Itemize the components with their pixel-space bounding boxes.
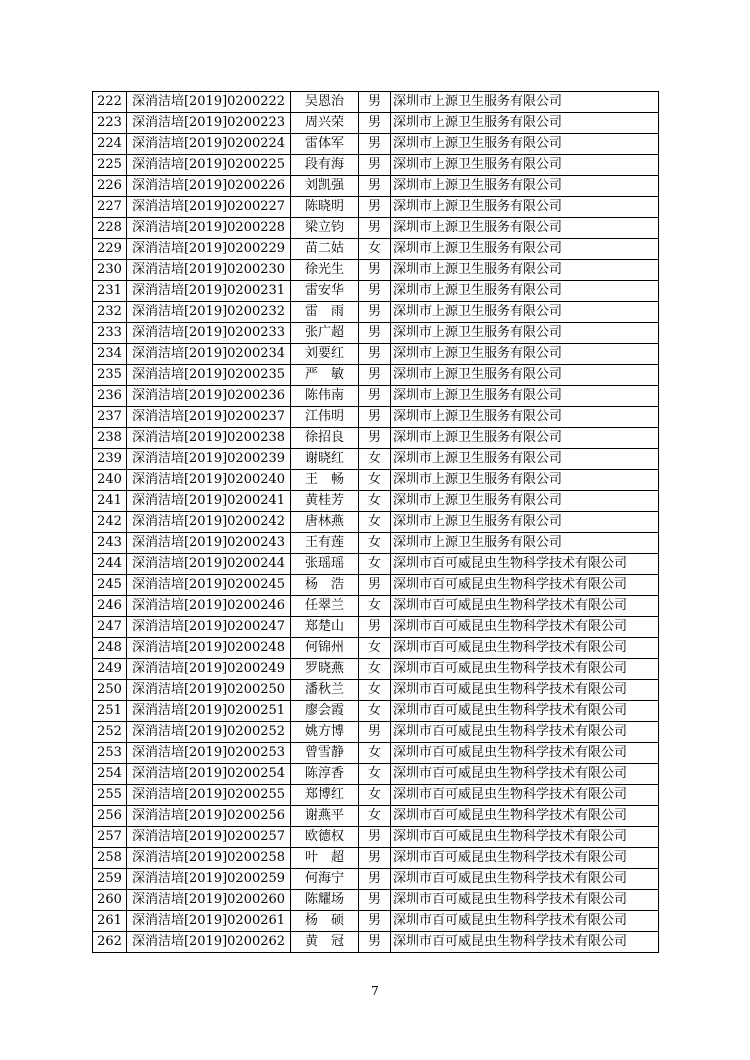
table-row (93, 680, 659, 701)
certificate-number-cell: 深消洁培[2019]0200228 (127, 218, 291, 239)
row-number-cell: 258 (93, 848, 127, 869)
trainee-name-cell: 刘要红 (291, 344, 359, 365)
trainee-name-cell: 王 畅 (291, 470, 359, 491)
company-name-cell: 深圳市百可威昆虫生物科学技术有限公司 (391, 848, 659, 869)
certificate-number-cell: 深消洁培[2019]0200229 (127, 239, 291, 260)
trainee-name-cell: 江伟明 (291, 407, 359, 428)
trainee-name-cell: 周兴荣 (291, 113, 359, 134)
certificate-number-cell: 深消洁培[2019]0200257 (127, 827, 291, 848)
company-name-cell: 深圳市百可威昆虫生物科学技术有限公司 (391, 890, 659, 911)
certificate-number-cell: 深消洁培[2019]0200258 (127, 848, 291, 869)
company-name-cell: 深圳市百可威昆虫生物科学技术有限公司 (391, 701, 659, 722)
gender-cell: 女 (359, 785, 391, 806)
trainee-name-cell: 黄桂芳 (291, 491, 359, 512)
gender-cell: 男 (359, 155, 391, 176)
certificate-number-cell: 深消洁培[2019]0200232 (127, 302, 291, 323)
trainee-name-cell: 何海宁 (291, 869, 359, 890)
company-name-cell: 深圳市上源卫生服务有限公司 (391, 386, 659, 407)
row-number-cell: 255 (93, 785, 127, 806)
table-row (93, 701, 659, 722)
table-row (93, 260, 659, 281)
company-name-cell: 深圳市上源卫生服务有限公司 (391, 176, 659, 197)
certificate-number-cell: 深消洁培[2019]0200252 (127, 722, 291, 743)
table-row (93, 764, 659, 785)
row-number-cell: 262 (93, 932, 127, 953)
company-name-cell: 深圳市百可威昆虫生物科学技术有限公司 (391, 554, 659, 575)
trainee-name-cell: 杨 浩 (291, 575, 359, 596)
trainee-name-cell: 陈耀场 (291, 890, 359, 911)
trainee-name-cell: 梁立钧 (291, 218, 359, 239)
row-number-cell: 246 (93, 596, 127, 617)
trainee-name-cell: 张广超 (291, 323, 359, 344)
gender-cell: 男 (359, 890, 391, 911)
company-name-cell: 深圳市上源卫生服务有限公司 (391, 428, 659, 449)
trainee-name-cell: 陈晓明 (291, 197, 359, 218)
gender-cell: 女 (359, 596, 391, 617)
gender-cell: 女 (359, 638, 391, 659)
table-row (93, 596, 659, 617)
row-number-cell: 238 (93, 428, 127, 449)
trainee-name-cell: 王有莲 (291, 533, 359, 554)
table-row (93, 869, 659, 890)
gender-cell: 女 (359, 533, 391, 554)
row-number-cell: 253 (93, 743, 127, 764)
row-number-cell: 225 (93, 155, 127, 176)
certificate-number-cell: 深消洁培[2019]0200238 (127, 428, 291, 449)
gender-cell: 女 (359, 701, 391, 722)
row-number-cell: 233 (93, 323, 127, 344)
trainee-name-cell: 欧德权 (291, 827, 359, 848)
table-row (93, 890, 659, 911)
row-number-cell: 237 (93, 407, 127, 428)
certificate-number-cell: 深消洁培[2019]0200243 (127, 533, 291, 554)
row-number-cell: 241 (93, 491, 127, 512)
gender-cell: 男 (359, 134, 391, 155)
gender-cell: 女 (359, 491, 391, 512)
row-number-cell: 249 (93, 659, 127, 680)
company-name-cell: 深圳市上源卫生服务有限公司 (391, 470, 659, 491)
row-number-cell: 231 (93, 281, 127, 302)
company-name-cell: 深圳市上源卫生服务有限公司 (391, 449, 659, 470)
certificate-number-cell: 深消洁培[2019]0200225 (127, 155, 291, 176)
gender-cell: 男 (359, 386, 391, 407)
gender-cell: 女 (359, 806, 391, 827)
table-row (93, 491, 659, 512)
table-row (93, 932, 659, 953)
gender-cell: 女 (359, 470, 391, 491)
trainee-name-cell: 何锦州 (291, 638, 359, 659)
gender-cell: 男 (359, 911, 391, 932)
gender-cell: 男 (359, 869, 391, 890)
table-row (93, 323, 659, 344)
gender-cell: 女 (359, 239, 391, 260)
certificate-number-cell: 深消洁培[2019]0200248 (127, 638, 291, 659)
row-number-cell: 250 (93, 680, 127, 701)
trainee-name-cell: 徐光生 (291, 260, 359, 281)
gender-cell: 女 (359, 743, 391, 764)
gender-cell: 男 (359, 218, 391, 239)
gender-cell: 男 (359, 323, 391, 344)
row-number-cell: 252 (93, 722, 127, 743)
row-number-cell: 222 (93, 92, 127, 113)
gender-cell: 男 (359, 617, 391, 638)
certificate-number-cell: 深消洁培[2019]0200246 (127, 596, 291, 617)
certificate-number-cell: 深消洁培[2019]0200236 (127, 386, 291, 407)
row-number-cell: 251 (93, 701, 127, 722)
table-row (93, 638, 659, 659)
trainee-name-cell: 陈淳香 (291, 764, 359, 785)
trainee-name-cell: 吴恩治 (291, 92, 359, 113)
company-name-cell: 深圳市上源卫生服务有限公司 (391, 302, 659, 323)
company-name-cell: 深圳市上源卫生服务有限公司 (391, 197, 659, 218)
row-number-cell: 236 (93, 386, 127, 407)
trainee-table (92, 91, 659, 953)
company-name-cell: 深圳市上源卫生服务有限公司 (391, 365, 659, 386)
gender-cell: 女 (359, 659, 391, 680)
certificate-number-cell: 深消洁培[2019]0200251 (127, 701, 291, 722)
trainee-name-cell: 雷体军 (291, 134, 359, 155)
table-row (93, 155, 659, 176)
table-row (93, 470, 659, 491)
row-number-cell: 247 (93, 617, 127, 638)
row-number-cell: 242 (93, 512, 127, 533)
certificate-number-cell: 深消洁培[2019]0200234 (127, 344, 291, 365)
row-number-cell: 240 (93, 470, 127, 491)
certificate-number-cell: 深消洁培[2019]0200240 (127, 470, 291, 491)
certificate-number-cell: 深消洁培[2019]0200259 (127, 869, 291, 890)
trainee-name-cell: 叶 超 (291, 848, 359, 869)
certificate-number-cell: 深消洁培[2019]0200247 (127, 617, 291, 638)
trainee-name-cell: 刘凯强 (291, 176, 359, 197)
certificate-number-cell: 深消洁培[2019]0200224 (127, 134, 291, 155)
gender-cell: 女 (359, 449, 391, 470)
gender-cell: 女 (359, 764, 391, 785)
company-name-cell: 深圳市百可威昆虫生物科学技术有限公司 (391, 680, 659, 701)
table-row (93, 176, 659, 197)
company-name-cell: 深圳市上源卫生服务有限公司 (391, 134, 659, 155)
gender-cell: 女 (359, 512, 391, 533)
certificate-number-cell: 深消洁培[2019]0200242 (127, 512, 291, 533)
certificate-number-cell: 深消洁培[2019]0200239 (127, 449, 291, 470)
certificate-number-cell: 深消洁培[2019]0200245 (127, 575, 291, 596)
company-name-cell: 深圳市上源卫生服务有限公司 (391, 407, 659, 428)
row-number-cell: 248 (93, 638, 127, 659)
certificate-number-cell: 深消洁培[2019]0200249 (127, 659, 291, 680)
trainee-name-cell: 雷 雨 (291, 302, 359, 323)
row-number-cell: 235 (93, 365, 127, 386)
company-name-cell: 深圳市上源卫生服务有限公司 (391, 260, 659, 281)
trainee-name-cell: 姚方博 (291, 722, 359, 743)
certificate-number-cell: 深消洁培[2019]0200235 (127, 365, 291, 386)
certificate-number-cell: 深消洁培[2019]0200230 (127, 260, 291, 281)
table-row (93, 575, 659, 596)
table-row (93, 113, 659, 134)
trainee-name-cell: 苗二姑 (291, 239, 359, 260)
trainee-name-cell: 严 敏 (291, 365, 359, 386)
row-number-cell: 223 (93, 113, 127, 134)
row-number-cell: 234 (93, 344, 127, 365)
trainee-name-cell: 黄 冠 (291, 932, 359, 953)
certificate-number-cell: 深消洁培[2019]0200256 (127, 806, 291, 827)
gender-cell: 男 (359, 176, 391, 197)
table-row (93, 722, 659, 743)
certificate-number-cell: 深消洁培[2019]0200233 (127, 323, 291, 344)
company-name-cell: 深圳市百可威昆虫生物科学技术有限公司 (391, 785, 659, 806)
row-number-cell: 257 (93, 827, 127, 848)
trainee-name-cell: 任翠兰 (291, 596, 359, 617)
row-number-cell: 226 (93, 176, 127, 197)
certificate-number-cell: 深消洁培[2019]0200237 (127, 407, 291, 428)
gender-cell: 男 (359, 827, 391, 848)
row-number-cell: 229 (93, 239, 127, 260)
company-name-cell: 深圳市百可威昆虫生物科学技术有限公司 (391, 596, 659, 617)
table-row (93, 365, 659, 386)
gender-cell: 男 (359, 407, 391, 428)
table-row (93, 785, 659, 806)
table-row (93, 239, 659, 260)
row-number-cell: 227 (93, 197, 127, 218)
certificate-number-cell: 深消洁培[2019]0200261 (127, 911, 291, 932)
table-row (93, 386, 659, 407)
table-row (93, 617, 659, 638)
company-name-cell: 深圳市上源卫生服务有限公司 (391, 281, 659, 302)
table-row (93, 827, 659, 848)
trainee-name-cell: 唐林燕 (291, 512, 359, 533)
gender-cell: 男 (359, 197, 391, 218)
table-row (93, 218, 659, 239)
company-name-cell: 深圳市百可威昆虫生物科学技术有限公司 (391, 659, 659, 680)
gender-cell: 男 (359, 848, 391, 869)
gender-cell: 女 (359, 680, 391, 701)
certificate-number-cell: 深消洁培[2019]0200254 (127, 764, 291, 785)
gender-cell: 男 (359, 113, 391, 134)
table-row (93, 344, 659, 365)
company-name-cell: 深圳市上源卫生服务有限公司 (391, 218, 659, 239)
trainee-name-cell: 潘秋兰 (291, 680, 359, 701)
table-row (93, 911, 659, 932)
row-number-cell: 245 (93, 575, 127, 596)
table-row (93, 197, 659, 218)
company-name-cell: 深圳市上源卫生服务有限公司 (391, 113, 659, 134)
company-name-cell: 深圳市百可威昆虫生物科学技术有限公司 (391, 575, 659, 596)
trainee-name-cell: 郑博红 (291, 785, 359, 806)
company-name-cell: 深圳市上源卫生服务有限公司 (391, 155, 659, 176)
certificate-number-cell: 深消洁培[2019]0200222 (127, 92, 291, 113)
table-row (93, 449, 659, 470)
table-row (93, 743, 659, 764)
gender-cell: 男 (359, 428, 391, 449)
company-name-cell: 深圳市百可威昆虫生物科学技术有限公司 (391, 764, 659, 785)
company-name-cell: 深圳市百可威昆虫生物科学技术有限公司 (391, 911, 659, 932)
table-row (93, 806, 659, 827)
company-name-cell: 深圳市上源卫生服务有限公司 (391, 92, 659, 113)
certificate-number-cell: 深消洁培[2019]0200255 (127, 785, 291, 806)
certificate-number-cell: 深消洁培[2019]0200231 (127, 281, 291, 302)
certificate-number-cell: 深消洁培[2019]0200244 (127, 554, 291, 575)
gender-cell: 男 (359, 302, 391, 323)
table-row (93, 659, 659, 680)
company-name-cell: 深圳市上源卫生服务有限公司 (391, 491, 659, 512)
row-number-cell: 230 (93, 260, 127, 281)
page-number: 7 (371, 984, 379, 998)
certificate-number-cell: 深消洁培[2019]0200227 (127, 197, 291, 218)
table-row (93, 848, 659, 869)
gender-cell: 男 (359, 344, 391, 365)
gender-cell: 男 (359, 281, 391, 302)
trainee-name-cell: 郑楚山 (291, 617, 359, 638)
company-name-cell: 深圳市上源卫生服务有限公司 (391, 344, 659, 365)
gender-cell: 男 (359, 260, 391, 281)
company-name-cell: 深圳市上源卫生服务有限公司 (391, 533, 659, 554)
row-number-cell: 261 (93, 911, 127, 932)
certificate-number-cell: 深消洁培[2019]0200226 (127, 176, 291, 197)
company-name-cell: 深圳市百可威昆虫生物科学技术有限公司 (391, 932, 659, 953)
row-number-cell: 228 (93, 218, 127, 239)
trainee-table-body (93, 92, 659, 953)
company-name-cell: 深圳市百可威昆虫生物科学技术有限公司 (391, 743, 659, 764)
row-number-cell: 239 (93, 449, 127, 470)
row-number-cell: 254 (93, 764, 127, 785)
table-row (93, 281, 659, 302)
table-row (93, 533, 659, 554)
certificate-number-cell: 深消洁培[2019]0200260 (127, 890, 291, 911)
certificate-number-cell: 深消洁培[2019]0200241 (127, 491, 291, 512)
trainee-name-cell: 廖会霞 (291, 701, 359, 722)
company-name-cell: 深圳市上源卫生服务有限公司 (391, 239, 659, 260)
row-number-cell: 256 (93, 806, 127, 827)
certificate-number-cell: 深消洁培[2019]0200262 (127, 932, 291, 953)
company-name-cell: 深圳市百可威昆虫生物科学技术有限公司 (391, 617, 659, 638)
table-row (93, 428, 659, 449)
trainee-name-cell: 谢晓红 (291, 449, 359, 470)
table-row (93, 92, 659, 113)
table-row (93, 134, 659, 155)
company-name-cell: 深圳市百可威昆虫生物科学技术有限公司 (391, 869, 659, 890)
trainee-name-cell: 陈伟南 (291, 386, 359, 407)
trainee-name-cell: 曾雪静 (291, 743, 359, 764)
gender-cell: 男 (359, 722, 391, 743)
company-name-cell: 深圳市百可威昆虫生物科学技术有限公司 (391, 827, 659, 848)
row-number-cell: 259 (93, 869, 127, 890)
gender-cell: 男 (359, 92, 391, 113)
company-name-cell: 深圳市上源卫生服务有限公司 (391, 512, 659, 533)
table-row (93, 554, 659, 575)
table-row (93, 512, 659, 533)
row-number-cell: 224 (93, 134, 127, 155)
row-number-cell: 260 (93, 890, 127, 911)
certificate-number-cell: 深消洁培[2019]0200223 (127, 113, 291, 134)
gender-cell: 女 (359, 554, 391, 575)
trainee-name-cell: 张瑶瑶 (291, 554, 359, 575)
row-number-cell: 243 (93, 533, 127, 554)
trainee-name-cell: 雷安华 (291, 281, 359, 302)
company-name-cell: 深圳市百可威昆虫生物科学技术有限公司 (391, 806, 659, 827)
trainee-name-cell: 杨 硕 (291, 911, 359, 932)
table-row (93, 302, 659, 323)
gender-cell: 男 (359, 365, 391, 386)
gender-cell: 男 (359, 575, 391, 596)
table-row (93, 407, 659, 428)
certificate-number-cell: 深消洁培[2019]0200253 (127, 743, 291, 764)
trainee-name-cell: 徐招良 (291, 428, 359, 449)
company-name-cell: 深圳市上源卫生服务有限公司 (391, 323, 659, 344)
certificate-number-cell: 深消洁培[2019]0200250 (127, 680, 291, 701)
trainee-name-cell: 谢燕平 (291, 806, 359, 827)
company-name-cell: 深圳市百可威昆虫生物科学技术有限公司 (391, 722, 659, 743)
trainee-name-cell: 罗晓燕 (291, 659, 359, 680)
gender-cell: 男 (359, 932, 391, 953)
company-name-cell: 深圳市百可威昆虫生物科学技术有限公司 (391, 638, 659, 659)
trainee-name-cell: 段有海 (291, 155, 359, 176)
row-number-cell: 232 (93, 302, 127, 323)
row-number-cell: 244 (93, 554, 127, 575)
